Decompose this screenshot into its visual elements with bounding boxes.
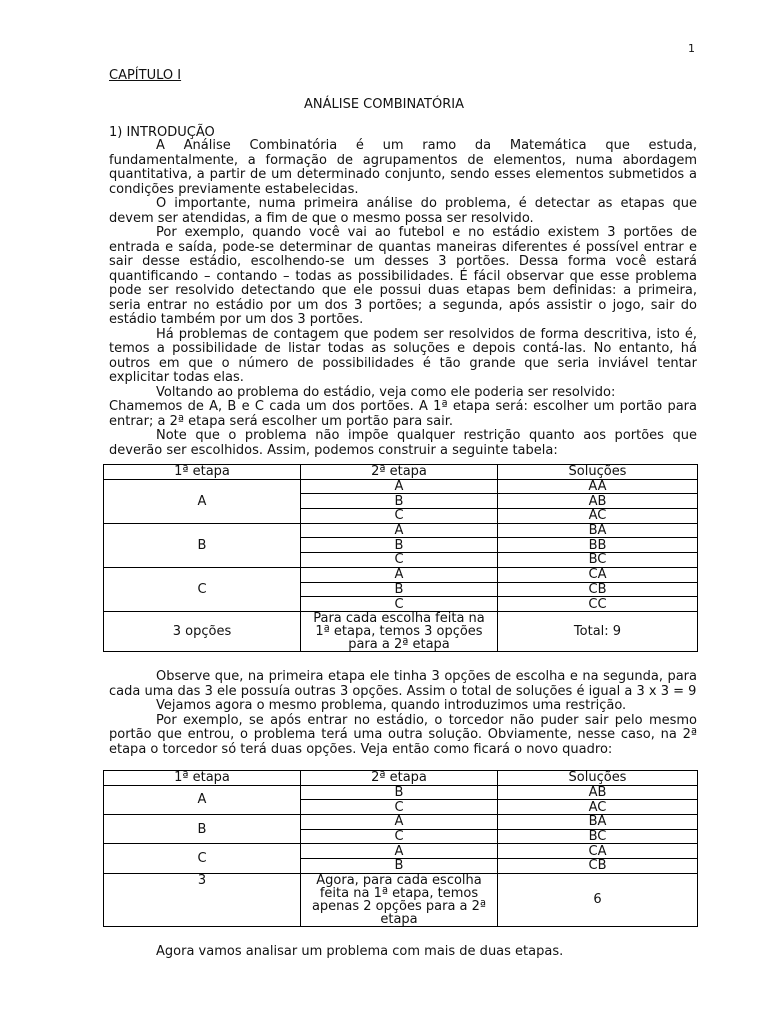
table-header: 2ª etapa [301, 771, 498, 786]
table-cell: A [104, 785, 301, 814]
table-cell: BB [498, 538, 698, 553]
table-header-row [104, 465, 698, 480]
page-number: 1 [688, 42, 695, 55]
table-cell: BC [498, 553, 698, 568]
closing-text [109, 945, 697, 960]
table-row [104, 523, 698, 538]
table-cell: A [301, 815, 498, 830]
table-row [104, 815, 698, 830]
table-cell: C [301, 800, 498, 815]
table-cell: AC [498, 800, 698, 815]
paragraph: Agora vamos analisar um problema com mais de duas etapas. [156, 944, 564, 959]
table-row [104, 844, 698, 859]
table-header: 2ª etapa [301, 465, 498, 480]
page-title: ANÁLISE COMBINATÓRIA [303, 97, 464, 112]
solutions-table-2 [103, 770, 698, 927]
table-cell: C [301, 553, 498, 568]
table-header: 1ª etapa [104, 771, 301, 786]
paragraph: Há problemas de contagem que podem ser resolvidos de forma descritiva, isto é, temos a possibilidade de listar todas as soluções e depois contá-las. No entanto, há outros em que o número de possibilidades é tão grande que seria inviável tentar explicitar todas elas. [109, 326, 697, 385]
paragraph: Por exemplo, quando você vai ao futebol e no estádio existem 3 portões de entrada e saída, pode-se determinar de quantas maneiras diferentes é possível entrar e sair desse estádio, escolhendo-se um desses 3 portões. Dessa forma você estará quantificando – contando – todas as possibilidades. É fácil observar que esse problema pode ser resolvido detectando que ele possui duas etapas bem definidas: a primeira, seria entrar no estádio por um dos 3 portões; a segunda, após assistir o jogo, sair do estádio também por um dos 3 portões. [109, 225, 697, 327]
solutions-table-1 [103, 464, 698, 652]
table-cell: A [301, 479, 498, 494]
paragraph: Chamemos de A, B e C cada um dos portões. A 1ª etapa será: escolher um portão para entrar; a 2ª etapa será escolher um portão para sair. [109, 399, 697, 429]
table-cell: A [104, 479, 301, 523]
table-cell: BC [498, 829, 698, 844]
table-header: Soluções [498, 771, 698, 786]
table-cell: B [301, 859, 498, 874]
table-cell: 6 [498, 873, 698, 926]
table-cell: CB [498, 582, 698, 597]
table-footer-row [104, 611, 698, 651]
table-cell: CA [498, 567, 698, 582]
section-heading: 1) INTRODUÇÃO [109, 125, 215, 140]
table-footer-row [104, 873, 698, 926]
explanation-text [109, 670, 697, 757]
table-cell: CB [498, 859, 698, 874]
table-cell: AA [498, 479, 698, 494]
table-cell: 3 opções [104, 611, 301, 651]
table-cell: BA [498, 815, 698, 830]
table-header-row [104, 771, 698, 786]
table-cell: C [301, 597, 498, 612]
table-header: Soluções [498, 465, 698, 480]
table-cell: BA [498, 523, 698, 538]
table-row [104, 785, 698, 800]
paragraph: Por exemplo, se após entrar no estádio, o torcedor não puder sair pelo mesmo portão que entrou, o problema terá uma outra solução. Obviamente, nesse caso, na 2ª etapa o torcedor só terá duas opções. Veja então como ficará o novo quadro: [109, 712, 697, 757]
table-cell: Para cada escolha feita na 1ª etapa, temos 3 opções para a 2ª etapa [301, 611, 498, 651]
table-cell: Total: 9 [498, 611, 698, 651]
table-header: 1ª etapa [104, 465, 301, 480]
table-cell: C [104, 844, 301, 873]
table-cell: B [301, 538, 498, 553]
table-cell: C [104, 567, 301, 611]
table-cell: B [301, 582, 498, 597]
table-cell: AC [498, 509, 698, 524]
paragraph: Note que o problema não impõe qualquer restrição quanto aos portões que deverão ser escolhidos. Assim, podemos construir a seguinte tabela: [109, 428, 697, 458]
table-cell: A [301, 844, 498, 859]
paragraph: A Análise Combinatória é um ramo da Matemática que estuda, fundamentalmente, a formação de agrupamentos de elementos, numa abordagem quantitativa, a partir de um determinado conjunto, sendo esses elementos submetidos a condições previamente estabelecidas. [109, 138, 697, 197]
table-cell: A [301, 523, 498, 538]
table-cell: AB [498, 785, 698, 800]
table-cell: B [104, 815, 301, 844]
table-row [104, 567, 698, 582]
table-cell: CC [498, 597, 698, 612]
paragraph: Vejamos agora o mesmo problema, quando introduzimos uma restrição. [156, 698, 627, 713]
paragraph: O importante, numa primeira análise do problema, é detectar as etapas que devem ser atendidas, a fim de que o mesmo possa ser resolvido. [109, 196, 697, 226]
table-row [104, 479, 698, 494]
table-cell: 3 [104, 873, 301, 926]
chapter-heading: CAPÍTULO I [109, 68, 182, 83]
table-cell: B [301, 785, 498, 800]
table-cell: B [104, 523, 301, 567]
table-cell: Agora, para cada escolha feita na 1ª etapa, temos apenas 2 opções para a 2ª etapa [301, 873, 498, 926]
table-cell: B [301, 494, 498, 509]
intro-text [109, 139, 697, 458]
table-cell: CA [498, 844, 698, 859]
table-cell: C [301, 509, 498, 524]
paragraph: Observe que, na primeira etapa ele tinha 3 opções de escolha e na segunda, para cada uma das 3 ele possuía outras 3 opções. Assim o total de soluções é igual a 3 x 3 = 9 [109, 669, 697, 699]
table-cell: A [301, 567, 498, 582]
paragraph: Voltando ao problema do estádio, veja como ele poderia ser resolvido: [156, 384, 616, 400]
table-cell: AB [498, 494, 698, 509]
table-cell: C [301, 829, 498, 844]
